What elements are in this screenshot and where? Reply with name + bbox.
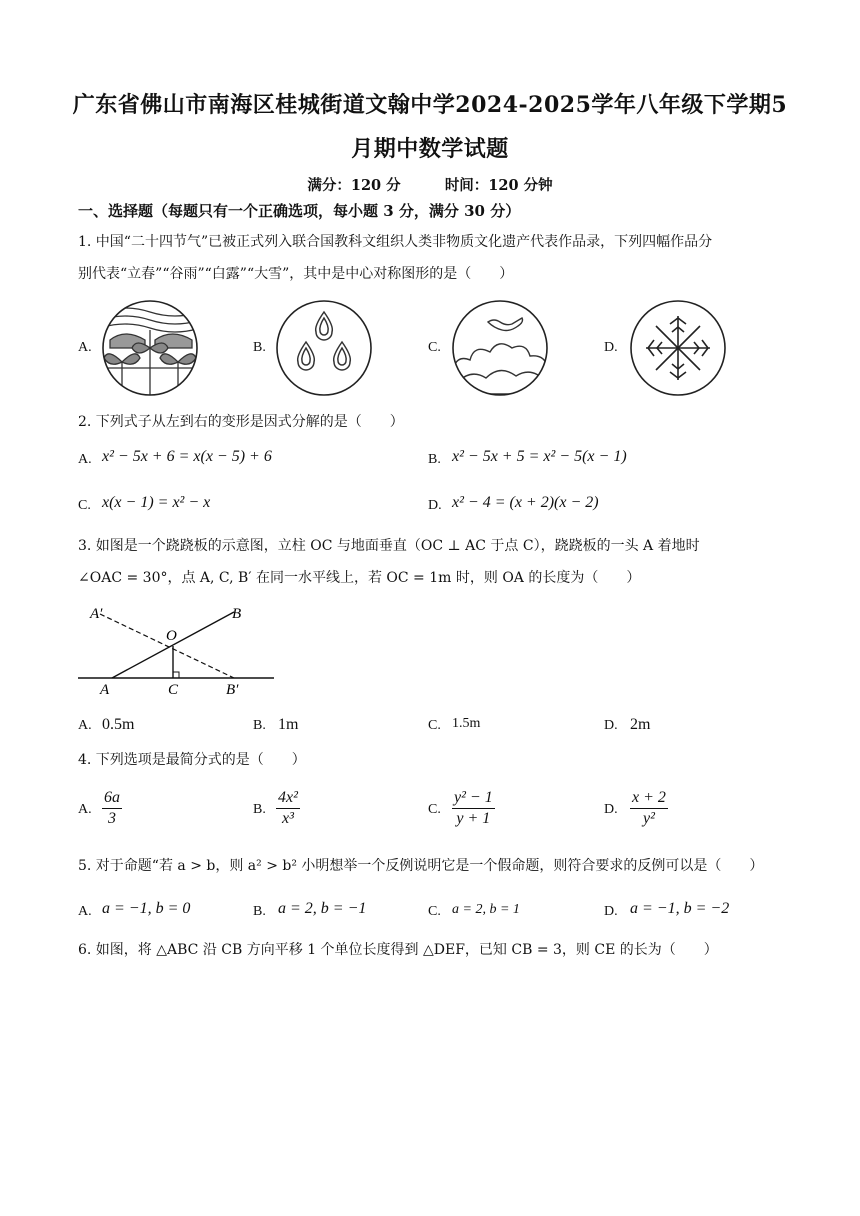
point-b-label: B bbox=[232, 606, 242, 622]
q6-stem: 6. 如图，将 △ABC 沿 CB 方向平移 1 个单位长度得到 △DEF，已知 CB = 3，则 CE 的长为（ ） bbox=[78, 942, 718, 958]
time-info: 时间：120 分钟 bbox=[444, 177, 553, 194]
fraction bbox=[102, 788, 122, 829]
q2-option-b[interactable]: x² − 5x + 5 = x² − 5(x − 1) bbox=[452, 448, 627, 465]
fraction bbox=[452, 788, 495, 829]
page-title-line2: 月期中数学试题 bbox=[351, 136, 509, 162]
denominator: y² bbox=[643, 810, 655, 827]
q1-stem-line1: 1. 中国“二十四节气”已被正式列入联合国教科文组织人类非物质文化遗产代表作品录，下列四幅作品分 bbox=[78, 234, 713, 250]
q2-option-a[interactable]: x² − 5x + 6 = x(x − 5) + 6 bbox=[102, 448, 272, 465]
q1-option-c-label[interactable]: C. bbox=[428, 340, 441, 355]
q3-option-b-label[interactable]: B. bbox=[253, 718, 266, 733]
section-heading: 一、选择题（每题只有一个正确选项，每小题 3 分，满分 30 分） bbox=[78, 202, 521, 220]
numerator: y² − 1 bbox=[452, 788, 495, 809]
grain-rain-icon bbox=[274, 298, 374, 398]
numerator: 6a bbox=[102, 788, 122, 809]
denominator: y + 1 bbox=[456, 810, 491, 827]
fraction bbox=[630, 788, 668, 829]
point-a2-label: A′ bbox=[90, 606, 103, 622]
q5-stem: 5. 对于命题“若 a > b，则 a² > b² 小明想举一个反例说明它是一个假命题，则符合要求的反例可以是（ ） bbox=[78, 858, 764, 874]
q4-option-a-label[interactable]: A. bbox=[78, 802, 92, 817]
q1-option-b-label[interactable]: B. bbox=[253, 340, 266, 355]
q2-option-c-label[interactable]: C. bbox=[78, 498, 91, 513]
numerator: 4x² bbox=[276, 788, 300, 809]
q4-option-a[interactable] bbox=[102, 788, 122, 829]
fraction bbox=[276, 788, 300, 829]
spring-solar-term-icon bbox=[100, 298, 200, 398]
q5-option-a[interactable]: a = −1, b = 0 bbox=[102, 900, 191, 917]
denominator: 3 bbox=[108, 810, 116, 827]
q3-option-a-label[interactable]: A. bbox=[78, 718, 92, 733]
q4-option-c-label[interactable]: C. bbox=[428, 802, 441, 817]
q2-option-d-label[interactable]: D. bbox=[428, 498, 442, 513]
q5-option-b[interactable]: a = 2, b = −1 bbox=[278, 900, 367, 917]
q4-stem: 4. 下列选项是最简分式的是（ ） bbox=[78, 752, 306, 768]
q3-option-b[interactable]: 1m bbox=[278, 716, 299, 733]
q4-option-d-label[interactable]: D. bbox=[604, 802, 618, 817]
q3-option-c[interactable]: 1.5m bbox=[452, 716, 481, 731]
point-b2-label: B′ bbox=[226, 682, 239, 698]
right-angle-mark bbox=[173, 672, 179, 678]
exam-info bbox=[0, 174, 860, 195]
q5-option-d[interactable]: a = −1, b = −2 bbox=[630, 900, 730, 917]
q4-option-b-label[interactable]: B. bbox=[253, 802, 266, 817]
q2-option-b-label[interactable]: B. bbox=[428, 452, 441, 467]
q4-option-b[interactable] bbox=[276, 788, 300, 829]
q3-option-d[interactable]: 2m bbox=[630, 716, 651, 733]
q1-stem-line2: 别代表“立春”“谷雨”“白露”“大雪”，其中是中心对称图形的是（ ） bbox=[78, 266, 514, 282]
q4-option-c[interactable] bbox=[452, 788, 495, 829]
numerator: x + 2 bbox=[630, 788, 668, 809]
q1-option-d-label[interactable]: D. bbox=[604, 340, 618, 355]
q3-option-a[interactable]: 0.5m bbox=[102, 716, 135, 733]
seesaw-diagram bbox=[78, 600, 278, 700]
denominator: x³ bbox=[282, 810, 294, 827]
q4-option-d[interactable] bbox=[630, 788, 668, 829]
q3-stem-line1: 3. 如图是一个跷跷板的示意图，立柱 OC 与地面垂直（OC ⊥ AC 于点 C），跷跷板的一头 A 着地时 bbox=[78, 538, 700, 554]
q3-stem-line2: ∠OAC = 30°，点 A, C, B′ 在同一水平线上，若 OC = 1m 时，则 OA 的长度为（ ） bbox=[78, 570, 641, 586]
q2-option-d[interactable]: x² − 4 = (x + 2)(x − 2) bbox=[452, 494, 599, 511]
q1-option-a-label[interactable]: A. bbox=[78, 340, 92, 355]
q3-option-c-label[interactable]: C. bbox=[428, 718, 441, 733]
snowflake-icon bbox=[628, 298, 728, 398]
white-dew-icon bbox=[450, 298, 550, 398]
q5-option-c-label[interactable]: C. bbox=[428, 904, 441, 919]
point-c-label: C bbox=[168, 682, 179, 698]
score-info: 满分：120 分 bbox=[307, 177, 401, 194]
point-a-label: A bbox=[100, 682, 110, 698]
q2-option-c[interactable]: x(x − 1) = x² − x bbox=[102, 494, 211, 511]
q5-option-c[interactable]: a = 2, b = 1 bbox=[452, 902, 520, 917]
q5-option-b-label[interactable]: B. bbox=[253, 904, 266, 919]
q2-stem: 2. 下列式子从左到右的变形是因式分解的是（ ） bbox=[78, 414, 404, 430]
q5-option-d-label[interactable]: D. bbox=[604, 904, 618, 919]
q5-option-a-label[interactable]: A. bbox=[78, 904, 92, 919]
q3-option-d-label[interactable]: D. bbox=[604, 718, 618, 733]
page-title: 广东省佛山市南海区桂城街道文翰中学2024-2025学年八年级下学期5 bbox=[72, 92, 788, 118]
q2-option-a-label[interactable]: A. bbox=[78, 452, 92, 467]
point-o-label: O bbox=[166, 628, 177, 644]
